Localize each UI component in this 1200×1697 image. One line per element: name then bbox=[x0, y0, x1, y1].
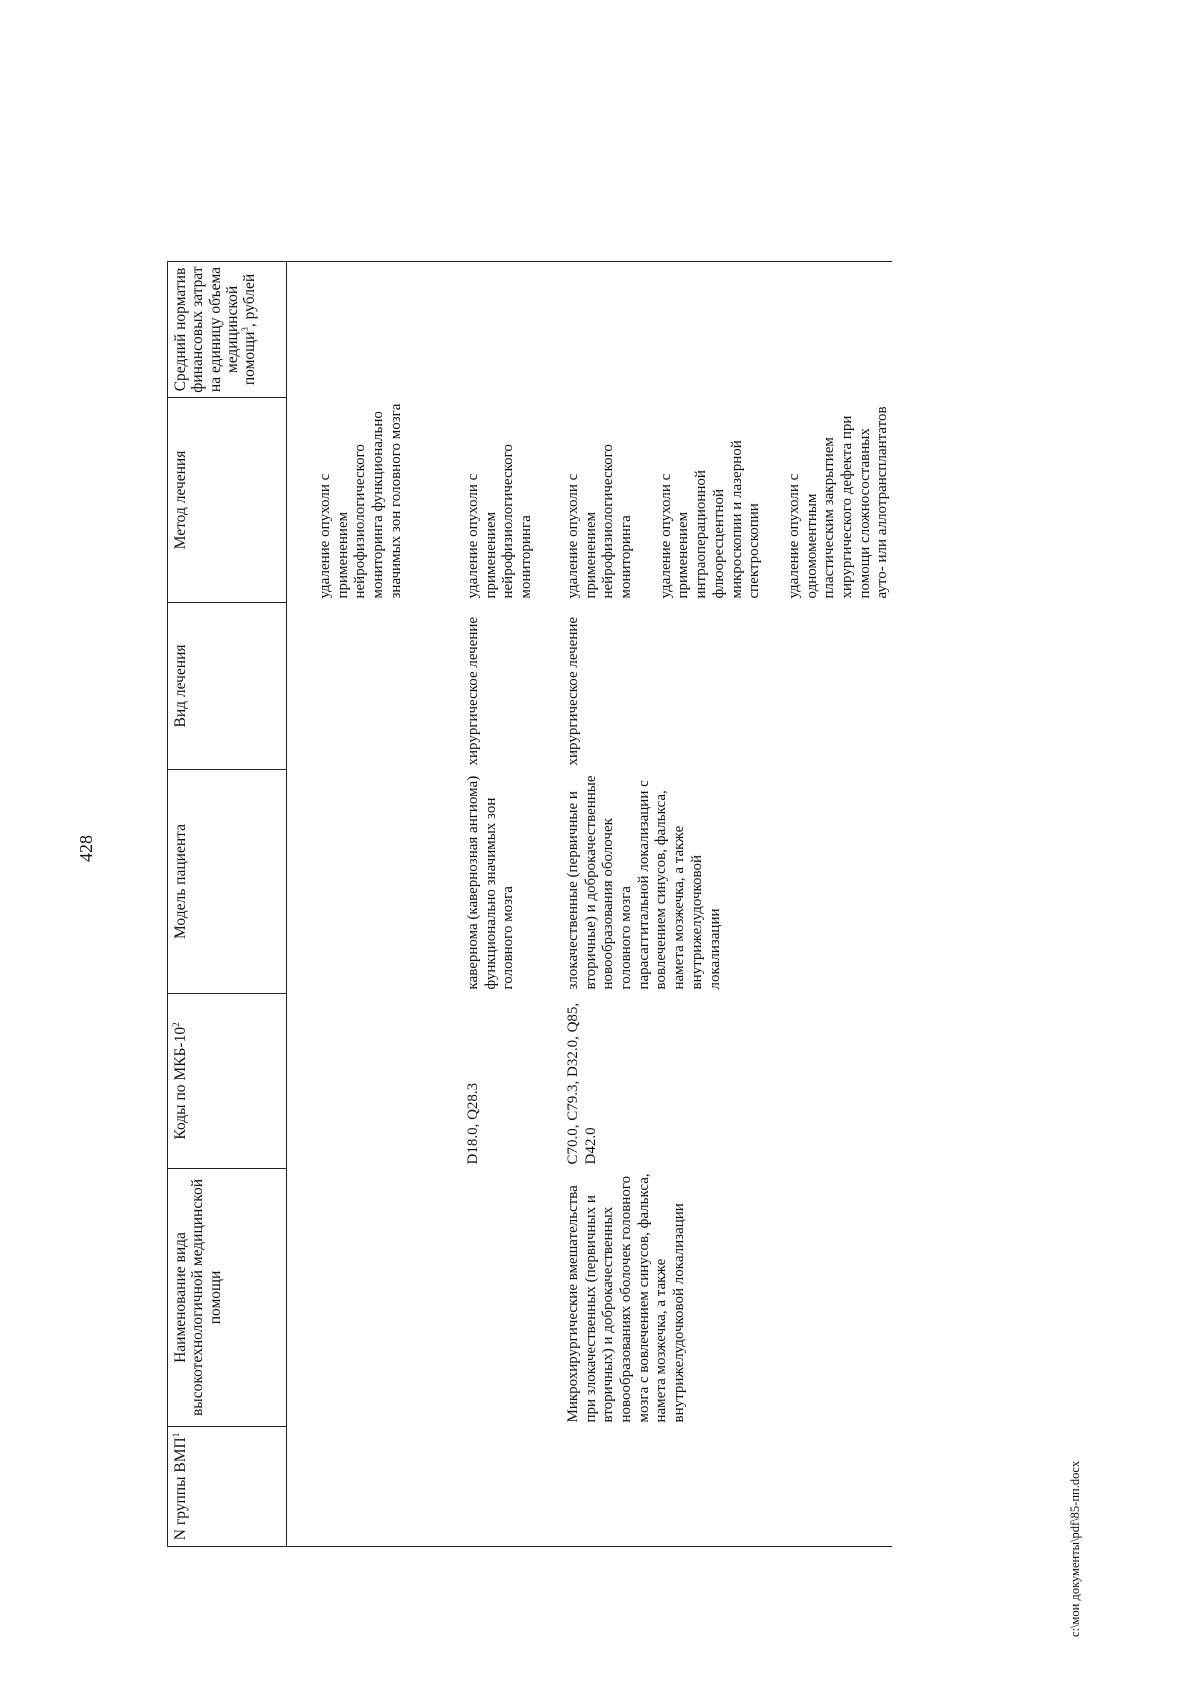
header-method: Метод лечения bbox=[168, 398, 287, 603]
cell-model: злокачественные (первичные и вторичные) и доброкачественные новообразования оболочек головного мозга парасаггитальной локализации с вовлечением синусов, фалькса, намета мозжечка, а также внутрижелудочковой локализации bbox=[565, 775, 723, 990]
header-cost: Средний норматив финансовых затрат на единицу объема медицинской помощи$^3$, рублей bbox=[168, 262, 287, 398]
spacer-row bbox=[287, 262, 318, 1547]
method-item: удаление опухоли с применением интраоперационной флюоресцентной микроскопии и лазерной спектроскопии bbox=[657, 440, 763, 599]
cell-cost bbox=[565, 262, 892, 398]
vmp-table bbox=[167, 261, 892, 1547]
cell-method bbox=[565, 398, 892, 603]
cell-codes bbox=[317, 994, 465, 1169]
cell-name bbox=[465, 1169, 565, 1427]
method-item: удаление опухоли с одномоментным пластическим закрытием хирургического дефекта при помощи сложносоставных ауто- или аллотрансплантатов bbox=[785, 406, 891, 599]
method-item: удаление опухоли с применением нейрофизиологического мониторинга bbox=[465, 444, 535, 599]
header-codes: Коды по МКБ-$10^2$ bbox=[168, 994, 287, 1169]
cell-method bbox=[317, 398, 465, 603]
table-row bbox=[317, 262, 465, 1547]
header-name: Наименование вида высокотехнологичной медицинской помощи bbox=[168, 1169, 287, 1427]
cell-model bbox=[317, 770, 465, 994]
header-treatment: Вид лечения bbox=[168, 603, 287, 770]
cell-cost bbox=[317, 262, 465, 398]
cell-codes: D18.0, Q28.3 bbox=[465, 1082, 481, 1165]
method-item: удаление опухоли с применением нейрофизиологического мониторинга функционально значимых зон головного мозга bbox=[317, 403, 404, 599]
cell-group bbox=[465, 1427, 565, 1547]
cell-model: кавернома (кавернозная ангиома) функционально значимых зон головного мозга bbox=[465, 775, 517, 990]
cell-codes: C70.0, C79.3, D32.0, Q85, D42.0 bbox=[565, 1002, 599, 1165]
table-row bbox=[465, 262, 565, 1547]
table-row bbox=[565, 262, 892, 1547]
cell-treatment: хирургическое лечение bbox=[565, 616, 581, 766]
cell-treatment bbox=[317, 603, 465, 770]
cell-treatment: хирургическое лечение bbox=[465, 616, 481, 766]
header-model: Модель пациента bbox=[168, 770, 287, 994]
footer-file-path: c:\мои документы\pdf\85-пп.docx bbox=[1068, 1460, 1082, 1637]
cell-name: Микрохирургические вмешательства при злокачественных (первичных и вторичных) и доброкачественных новообразованиях оболочек головного мозга с вовлечением синусов, фалькса, намета мозжечка, а также внутрижелудочковой локализации bbox=[565, 1173, 688, 1423]
cell-method bbox=[465, 398, 565, 603]
header-row bbox=[168, 262, 287, 1547]
cell-cost bbox=[465, 262, 565, 398]
page-number: 428 bbox=[76, 835, 96, 862]
method-item: удаление опухоли с применением нейрофизиологического мониторинга bbox=[565, 444, 635, 599]
cell-name bbox=[317, 1169, 465, 1427]
header-group: N группы ВМП$^1$ bbox=[168, 1427, 287, 1547]
cell-group bbox=[317, 1427, 465, 1547]
cell-group bbox=[565, 1427, 892, 1547]
